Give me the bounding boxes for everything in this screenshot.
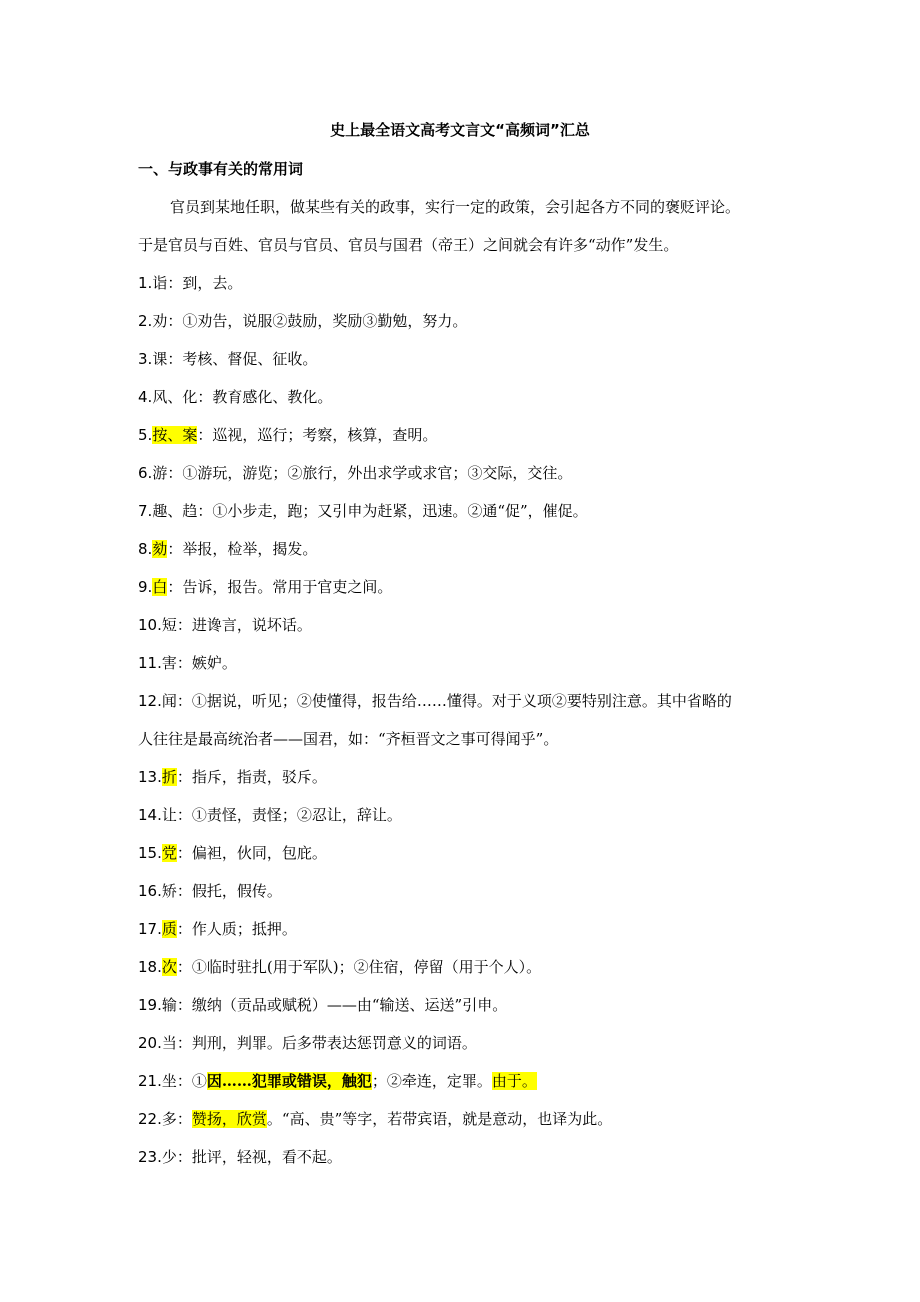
entry-number: 14. bbox=[138, 806, 162, 824]
entry-definition: ：告诉，报告。常用于官吏之间。 bbox=[167, 578, 393, 596]
entry-9 bbox=[138, 576, 392, 598]
entry-term: 让 bbox=[161, 806, 177, 824]
entry-number: 7. bbox=[138, 502, 153, 520]
entry-definition: ：①责怪，责怪；②忍让，辞让。 bbox=[176, 806, 402, 824]
entry-number: 5. bbox=[138, 426, 153, 444]
entry-22 bbox=[138, 1108, 612, 1130]
entry-4 bbox=[138, 386, 332, 408]
entry-number: 23. bbox=[138, 1148, 162, 1166]
entry-term: 诣 bbox=[152, 274, 168, 292]
entry-term: 少 bbox=[161, 1148, 177, 1166]
entry-number: 6. bbox=[138, 464, 153, 482]
entry-11 bbox=[138, 652, 237, 674]
entry-definition: ：偏袒，伙同，包庇。 bbox=[176, 844, 327, 862]
entry-term: 当 bbox=[161, 1034, 177, 1052]
entry-term: 趣、趋 bbox=[152, 502, 198, 520]
entry-definition: ：举报，检举，揭发。 bbox=[167, 540, 318, 558]
entry-term: 游 bbox=[152, 464, 168, 482]
entry-19 bbox=[138, 994, 507, 1016]
entry-definition: ：缴纳（贡品或赋税）——由“输送、运送”引申。 bbox=[176, 996, 508, 1014]
entry-number: 16. bbox=[138, 882, 162, 900]
entry-term: 坐 bbox=[161, 1072, 177, 1090]
entry-term-highlighted: 白 bbox=[152, 578, 168, 596]
entry-definition: ：考核、督促、征收。 bbox=[167, 350, 318, 368]
entry-3 bbox=[138, 348, 317, 370]
entry-number: 21. bbox=[138, 1072, 162, 1090]
entry-definition: ：批评，轻视，看不起。 bbox=[176, 1148, 342, 1166]
entry-23 bbox=[138, 1146, 342, 1168]
entry-definition: ：①游玩，游览；②旅行，外出求学或求官；③交际，交往。 bbox=[167, 464, 573, 482]
page-title: 史上最全语文高考文言文“高频词”汇总 bbox=[330, 121, 590, 139]
entry-definition: ：进谗言，说坏话。 bbox=[176, 616, 312, 634]
entry-number: 4. bbox=[138, 388, 153, 406]
entry-term: 风、化 bbox=[152, 388, 198, 406]
entry-20 bbox=[138, 1032, 477, 1054]
entry-13 bbox=[138, 766, 327, 788]
entry-number: 13. bbox=[138, 768, 162, 786]
entry-14 bbox=[138, 804, 402, 826]
entry-term: 课 bbox=[152, 350, 168, 368]
entry-number: 19. bbox=[138, 996, 162, 1014]
entry-term-highlighted: 折 bbox=[161, 768, 177, 786]
entry-definition-middle: ；②牵连，定罪。 bbox=[371, 1072, 492, 1090]
entry-definition: ：嫉妒。 bbox=[176, 654, 237, 672]
entry-5 bbox=[138, 424, 437, 446]
entry-number: 3. bbox=[138, 350, 153, 368]
section-heading: 一、与政事有关的常用词 bbox=[138, 160, 304, 178]
entry-term: 输 bbox=[161, 996, 177, 1014]
entry-number: 2. bbox=[138, 312, 153, 330]
entry-8 bbox=[138, 538, 317, 560]
entry-definition: ：①劝告，说服②鼓励，奖励③勤勉，努力。 bbox=[167, 312, 468, 330]
entry-17 bbox=[138, 918, 297, 940]
entry-term-highlighted: 劾 bbox=[152, 540, 168, 558]
entry-number: 10. bbox=[138, 616, 162, 634]
entry-definition: ：教育感化、教化。 bbox=[197, 388, 333, 406]
entry-definition: ：①小步走，跑；又引申为赶紧，迅速。②通“促”，催促。 bbox=[197, 502, 588, 520]
entry-term: 短 bbox=[161, 616, 177, 634]
entry-term-highlighted: 按、案 bbox=[152, 426, 198, 444]
entry-definition: ：作人质；抵押。 bbox=[176, 920, 297, 938]
entry-definition-middle: 。“高、贵”等字，若带宾语，就是意动，也译为此。 bbox=[266, 1110, 613, 1128]
entry-definition: ：到，去。 bbox=[167, 274, 243, 292]
entry-1 bbox=[138, 272, 242, 294]
entry-definition: ：判刑，判罪。后多带表达惩罚意义的词语。 bbox=[176, 1034, 477, 1052]
entry-term: 劝 bbox=[152, 312, 168, 330]
entry-16 bbox=[138, 880, 282, 902]
entry-definition: ：①据说，听见；②使懂得，报告给……懂得。对于义项②要特别注意。其中省略的 bbox=[176, 692, 732, 710]
entry-term: 多 bbox=[161, 1110, 177, 1128]
entry-7 bbox=[138, 500, 588, 522]
entry-definition: ： bbox=[176, 1110, 192, 1128]
entry-6 bbox=[138, 462, 572, 484]
entry-definition: ：指斥，指责，驳斥。 bbox=[176, 768, 327, 786]
entry-15 bbox=[138, 842, 327, 864]
entry-term-highlighted: 次 bbox=[161, 958, 177, 976]
entry-10 bbox=[138, 614, 312, 636]
entry-number: 12. bbox=[138, 692, 162, 710]
entry-definition: ：巡视，巡行；考察，核算，查明。 bbox=[197, 426, 438, 444]
entry-term-highlighted: 质 bbox=[161, 920, 177, 938]
entry-number: 17. bbox=[138, 920, 162, 938]
entry-12-continuation: 人往往是最高统治者——国君，如：“齐桓晋文之事可得闻乎”。 bbox=[138, 730, 559, 748]
entry-12 bbox=[138, 690, 732, 712]
entry-term: 矫 bbox=[161, 882, 177, 900]
entry-number: 18. bbox=[138, 958, 162, 976]
entry-number: 9. bbox=[138, 578, 153, 596]
entry-term-highlighted: 党 bbox=[161, 844, 177, 862]
entry-number: 8. bbox=[138, 540, 153, 558]
entry-number: 20. bbox=[138, 1034, 162, 1052]
entry-definition: ：① bbox=[176, 1072, 207, 1090]
entry-number: 15. bbox=[138, 844, 162, 862]
entry-21 bbox=[138, 1070, 537, 1092]
entry-definition: ：假托，假传。 bbox=[176, 882, 282, 900]
entry-definition: ：①临时驻扎(用于军队)；②住宿，停留（用于个人）。 bbox=[176, 958, 542, 976]
entry-highlight: 由于。 bbox=[491, 1072, 537, 1090]
intro-paragraph-line-2: 于是官员与百姓、官员与官员、官员与国君（帝王）之间就会有许多“动作”发生。 bbox=[138, 236, 679, 254]
entry-number: 11. bbox=[138, 654, 162, 672]
entry-term: 闻 bbox=[161, 692, 177, 710]
entry-2 bbox=[138, 310, 467, 332]
intro-paragraph-line-1: 官员到某地任职，做某些有关的政事，实行一定的政策，会引起各方不同的褒贬评论。 bbox=[170, 198, 741, 216]
entry-number: 1. bbox=[138, 274, 153, 292]
entry-18 bbox=[138, 956, 541, 978]
entry-term: 害 bbox=[161, 654, 177, 672]
entry-number: 22. bbox=[138, 1110, 162, 1128]
entry-highlight: 因……犯罪或错误，触犯 bbox=[206, 1072, 372, 1090]
entry-highlight: 赞扬，欣赏 bbox=[191, 1110, 267, 1128]
